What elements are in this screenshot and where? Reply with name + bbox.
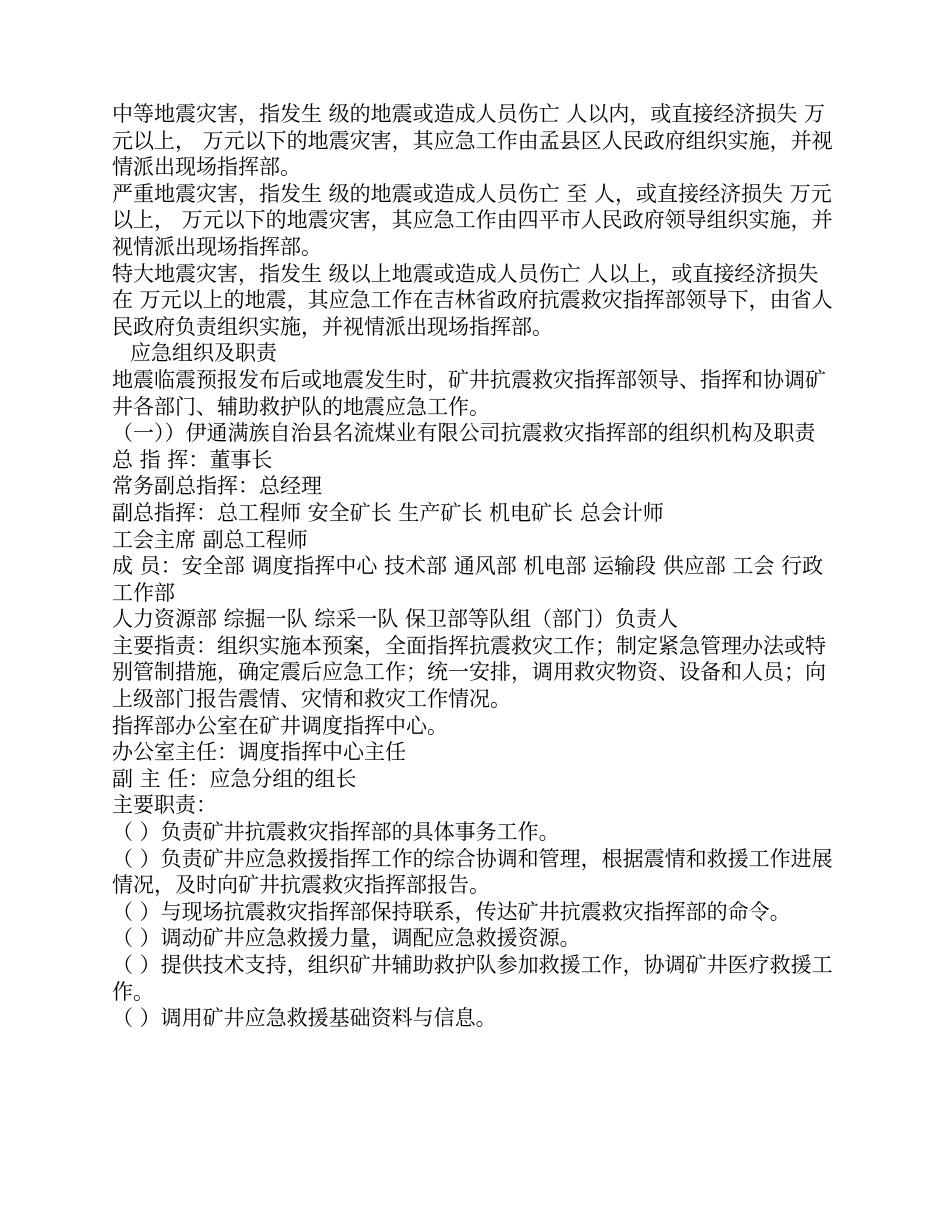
office-director: 办公室主任：调度指挥中心主任: [112, 740, 406, 765]
org-commander: 总 指 挥：董事长: [112, 447, 273, 472]
paragraph-emergency-intro: 地震临震预报发布后或地震发生时，矿井抗震救灾指挥部领导、指挥和协调矿井各部门、辅助救护队的地震应急工作。: [112, 367, 826, 419]
org-deputies: 副总指挥：总工程师 安全矿长 生产矿长 机电矿长 总会计师: [112, 500, 664, 525]
org-members-continued: 人力资源部 综掘一队 综采一队 保卫部等队组（部门）负责人: [112, 607, 679, 632]
org-members: 成 员：安全部 调度指挥中心 技术部 通风部 机电部 运输段 供应部 工会 行政工作部: [112, 554, 824, 605]
duty-item: （ ）与现场抗震救灾指挥部保持联系，传达矿井抗震救灾指挥部的命令。: [112, 899, 791, 924]
office-duties-heading: 主要职责：: [112, 793, 217, 818]
duty-item: （ ）负责矿井应急救援指挥工作的综合协调和管理，根据震情和救援工作进展情况，及时向矿井抗震救灾指挥部报告。: [112, 846, 833, 898]
org-executive-deputy: 常务副总指挥：总经理: [112, 474, 322, 499]
paragraph-serious-earthquake: 严重地震灾害，指发生 级的地震或造成人员伤亡 至 人，或直接经济损失 万元以上， 万元以下的地震灾害，其应急工作由四平市人民政府领导组织实施，并视情派出现场指挥部。: [112, 181, 833, 259]
section-heading: 应急组织及职责: [130, 341, 277, 366]
org-deputies-continued: 工会主席 副总工程师: [112, 527, 308, 552]
main-duties: 主要指责：组织实施本预案，全面指挥抗震救灾工作；制定紧急管理办法或特别管制措施，确定震后应急工作；统一安排，调用救灾物资、设备和人员；向上级部门报告震情、灾情和救灾工作情况。: [112, 633, 826, 712]
office-deputy-director: 副 主 任：应急分组的组长: [112, 766, 357, 791]
paragraph-moderate-earthquake: 中等地震灾害，指发生 级的地震或造成人员伤亡 人以内，或直接经济损失 万元以上， 万元以下的地震灾害，其应急工作由孟县区人民政府组织实施，并视情派出现场指挥部。: [112, 102, 833, 180]
duty-item: （ ）提供技术支持，组织矿井辅助救护队参加救援工作，协调矿井医疗救援工作。: [112, 953, 833, 1004]
duty-item: （ ）调动矿井应急救援力量，调配应急救援资源。: [112, 926, 581, 951]
duty-item: （ ）负责矿井抗震救灾指挥部的具体事务工作。: [112, 820, 560, 845]
office-location: 指挥部办公室在矿井调度指挥中心。: [112, 713, 448, 738]
paragraph-major-earthquake: 特大地震灾害，指发生 级以上地震或造成人员伤亡 人以上，或直接经济损失在 万元以上的地震，其应急工作在吉林省政府抗震救灾指挥部领导下，由省人民政府负责组织实施，并视情派出现场指挥部。: [112, 261, 833, 339]
duty-item: （ ）调用矿井应急救援基础资料与信息。: [112, 1006, 497, 1031]
subsection-heading: （一））伊通满族自治县名流煤业有限公司抗震救灾指挥部的组织机构及职责: [112, 421, 816, 446]
